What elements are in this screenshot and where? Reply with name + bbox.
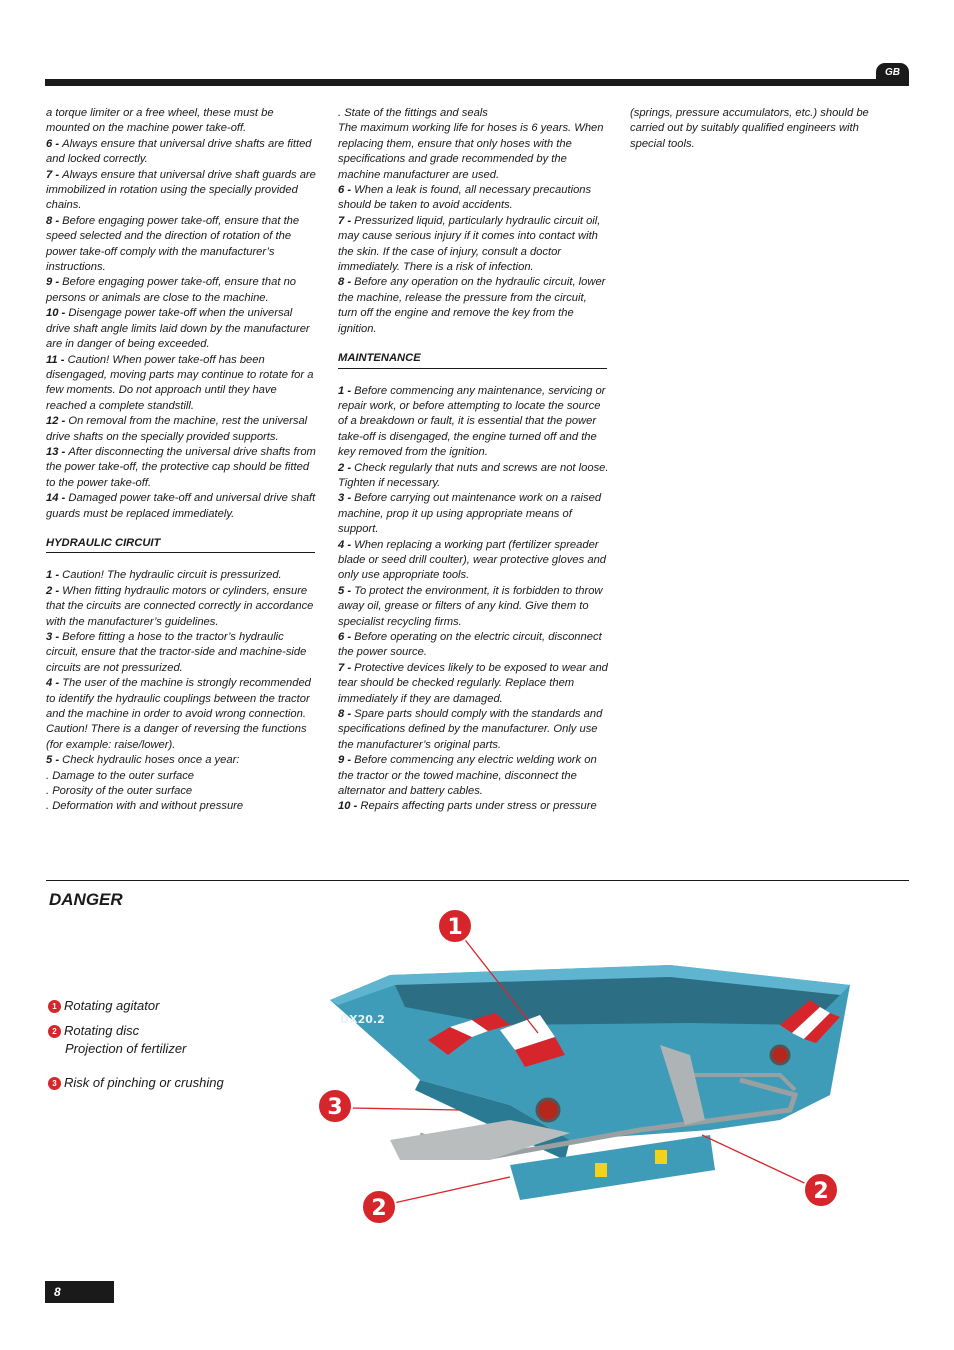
item-number: 6 - [338,184,355,197]
legend-item-2 [48,1022,186,1058]
list-item [46,306,317,352]
item-text: After disconnecting the universal drive shafts from the power take-off, the protective cap should be fitted to the power take-off. [46,445,316,489]
item-text: Before commencing any maintenance, servicing or repair work, or before attempting to locate the source of a breakdown or fault, it is essential that the power take-off is disengaged, the engine turned off and the key removed from the ignition. [338,384,606,459]
item-text: Spare parts should comply with the standards and specifications defined by the manufacturer. Only use the manufacturer’s original parts. [338,708,603,751]
item-text: Disengage power take-off when the universal drive shaft angle limits laid down by the manufacturer are in danger of being exceeded. [46,307,310,351]
list-item [338,384,609,461]
item-text: When replacing a working part (fertilizer spreader blade or seed drill coulter), wear protective gloves and only use appropriate tools. [338,538,607,582]
item-number: 7 - [338,214,355,227]
list-item [338,584,609,630]
callout-3 [318,1089,352,1123]
col1-items [46,106,317,522]
legend-badge-2: 2 [48,1025,61,1038]
list-item [338,275,609,337]
maintenance-items [338,384,609,815]
col3-items [630,106,880,152]
list-item [338,630,609,661]
item-text: Before commencing any electric welding work on the tractor or the towed machine, disconnect the alternator and battery cables. [338,754,597,798]
list-item [46,214,317,276]
callout-number: 3 [327,1095,343,1120]
list-item [338,106,609,121]
language-badge: GB [876,63,909,81]
item-text: Before engaging power take-off, ensure that the speed selected and the direction of rotation of the power take-off comply with the manufacturer’s instructions. [46,214,300,274]
list-item [46,137,317,168]
hydraulic-circuit-heading: HYDRAULIC CIRCUIT [46,536,315,553]
legend-text: Rotating disc [64,1023,140,1038]
item-text: . Damage to the outer surface [46,769,195,782]
item-number: 6 - [46,137,63,150]
item-text: (springs, pressure accumulators, etc.) should be carried out by suitably qualified engineers with special tools. [630,107,869,150]
warning-sticker [655,1150,667,1164]
col2-items [338,106,609,337]
item-text: When fitting hydraulic motors or cylinders, ensure that the circuits are connected correctly in accordance with the manufacturer’s guidelines. [46,584,314,628]
item-number: 5 - [338,584,355,597]
item-number: 2 - [46,584,63,597]
danger-title: DANGER [49,890,123,909]
column-1 [46,106,317,815]
list-item [46,784,317,799]
list-item [46,414,317,445]
list-item [338,214,609,276]
list-item [630,106,880,152]
item-number: 7 - [46,168,63,181]
item-text: Damaged power take-off and universal drive shaft guards must be replaced immediately. [46,492,316,520]
item-text: Always ensure that universal drive shaft guards are immobilized in rotation using the specially provided chains. [46,168,316,212]
list-item [46,353,317,415]
legend-item-1 [48,997,159,1015]
column-2 [338,106,609,815]
item-text: . Porosity of the outer surface [46,785,193,798]
list-item [338,538,609,584]
list-item [338,753,609,799]
item-number: 9 - [46,276,63,289]
item-number: 7 - [338,661,355,674]
list-item [46,630,317,676]
callout-number: 2 [371,1196,387,1221]
item-text: Before engaging power take-off, ensure that no persons or animals are close to the machine. [46,276,297,304]
fertilizer-spreader-illustration [310,905,860,1235]
list-item [46,568,317,583]
item-text: Always ensure that universal drive shafts are fitted and locked correctly. [46,137,312,166]
item-text: Before fitting a hose to the tractor’s hydraulic circuit, ensure that the tractor-side and machine-side circuits are not pressurized. [46,631,307,674]
list-item [46,584,317,630]
list-item [46,168,317,214]
list-item [46,491,317,522]
item-text: . State of the fittings and seals [338,107,488,119]
page-number: 8 [45,1281,114,1303]
list-item [338,491,609,537]
item-text: Before any operation on the hydraulic circuit, lower the machine, release the pressure from the circuit, turn off the engine and remove the key from the ignition. [338,276,606,335]
list-item [338,183,609,214]
item-text: Before operating on the electric circuit, disconnect the power source. [338,631,602,659]
list-item [46,275,317,306]
list-item [46,676,317,753]
hydraulic-items [46,568,317,815]
legend-badge-3: 3 [48,1077,61,1090]
item-number: 13 - [46,445,69,458]
legend-text: Risk of pinching or crushing [64,1075,224,1090]
item-text: a torque limiter or a free wheel, these must be mounted on the machine power take-off. [46,107,274,135]
callout-number: 1 [447,915,463,940]
list-item [338,121,609,183]
list-item [338,461,609,492]
item-number: 8 - [338,708,355,721]
danger-divider [46,880,909,881]
item-text: Check regularly that nuts and screws are not loose. Tighten if necessary. [338,461,609,489]
item-text: Before carrying out maintenance work on a raised machine, prop it up using appropriate means of support. [338,492,602,536]
list-item [46,799,317,814]
item-number: 3 - [338,492,355,505]
item-number: 6 - [338,631,355,643]
legend-badge-1: 1 [48,1000,61,1013]
list-item [46,445,317,491]
item-number: 2 - [338,461,355,474]
callout-2-right [804,1173,838,1207]
callout-1 [438,909,472,943]
callout-2-left [362,1190,396,1224]
item-number: 1 - [46,569,63,582]
legend-text: Projection of fertilizer [65,1041,187,1056]
column-3 [630,106,880,152]
item-text: The maximum working life for hoses is 6 years. When replacing them, ensure that only hoses with the specifications and grade recommended by the machine manufacturer are used. [338,122,604,181]
item-text: The user of the machine is strongly recommended to identify the hydraulic couplings between the tractor and the machine in order to avoid wrong connection. Caution! There is a danger of reversing the functions (for example: raise/lower). [46,677,311,751]
item-text: On removal from the machine, rest the universal drive shafts on the specially provided supports. [46,415,308,443]
item-number: 1 - [338,384,355,397]
list-item [46,106,317,137]
header-rule [45,79,909,86]
item-number: 5 - [46,754,63,767]
legend-text: Rotating agitator [64,998,160,1013]
item-number: 14 - [46,492,69,505]
item-text: To protect the environment, it is forbidden to throw away oil, grease or filters of any kind. Give them to specialist recycling firms. [338,584,603,628]
list-item [338,661,609,707]
item-number: 11 - [46,353,68,366]
machine-model-label: DX20.2 [340,1013,385,1026]
item-text: Check hydraulic hoses once a year: [62,754,240,767]
item-text: . Deformation with and without pressure [46,800,244,813]
item-text: Pressurized liquid, particularly hydraulic circuit oil, may cause serious injury if it comes into contact with the skin. If the case of injury, consult a doctor immediately. There is a risk of infection. [338,214,601,274]
item-number: 9 - [338,754,355,767]
item-number: 10 - [46,307,69,320]
item-number: 10 - [338,800,361,813]
list-item [46,753,317,768]
tail-light-left [537,1099,559,1121]
item-number: 3 - [46,631,63,643]
list-item [338,707,609,753]
list-item [338,799,609,814]
item-number: 12 - [46,415,69,428]
item-text: When a leak is found, all necessary precautions should be taken to avoid accidents. [338,184,592,212]
warning-sticker [595,1163,607,1177]
item-number: 4 - [338,538,355,551]
callout-number: 2 [813,1179,829,1204]
item-number: 4 - [46,677,63,690]
list-item [46,769,317,784]
item-text: Protective devices likely to be exposed to wear and tear should be checked regularly. Replace them immediately if they are damaged. [338,661,608,705]
item-text: Caution! The hydraulic circuit is pressurized. [62,569,282,582]
legend-item-3 [48,1074,224,1092]
item-text: Caution! When power take-off has been disengaged, moving parts may continue to rotate for a few moments. Do not approach until they have reached a complete standstill. [46,353,314,412]
tail-light-right [771,1046,789,1064]
maintenance-heading: MAINTENANCE [338,351,607,368]
item-number: 8 - [338,276,355,289]
item-number: 8 - [46,214,63,227]
item-text: Repairs affecting parts under stress or pressure [360,800,597,813]
